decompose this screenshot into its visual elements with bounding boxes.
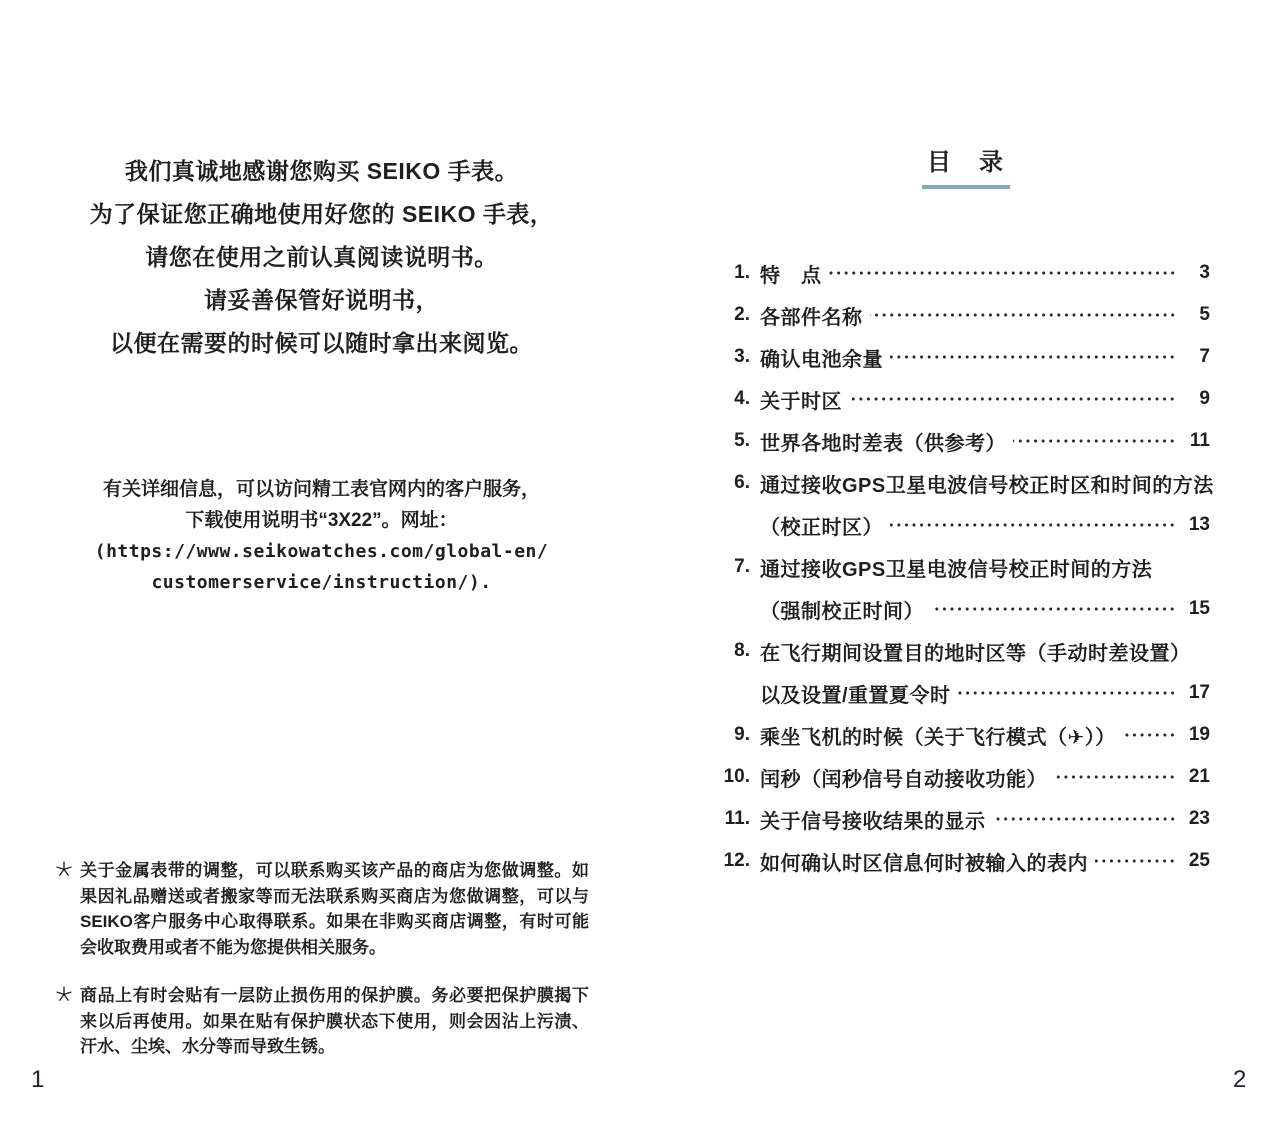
- toc-entry: [722, 294, 1210, 336]
- toc-page-number: 9: [1199, 388, 1210, 409]
- toc-page-number: 15: [1188, 598, 1210, 619]
- toc-dot-leader: [1013, 420, 1176, 462]
- toc-entry-label: 世界各地时差表（供参考）: [760, 432, 1006, 455]
- intro-line: 请妥善保管好说明书，: [204, 287, 439, 313]
- star-bullet-icon: [56, 986, 76, 1006]
- toc-dot-leader: [890, 336, 1176, 378]
- toc-entry-label: （校正时区）: [760, 516, 883, 539]
- toc-entry: [722, 462, 1214, 504]
- toc-page-number: 23: [1188, 808, 1210, 829]
- toc-page-number: 25: [1188, 850, 1210, 871]
- toc-dot-leader: [993, 798, 1177, 840]
- toc-dot-leader: [931, 588, 1176, 630]
- page-number-right: 2: [1233, 1066, 1247, 1093]
- toc-page-number: 21: [1188, 766, 1210, 787]
- toc-dot-leader: [1054, 756, 1176, 798]
- toc-entry-label: 特 点: [760, 264, 822, 287]
- toc-entry-number: 6.: [734, 472, 750, 493]
- intro-line: 请您在使用之前认真阅读说明书。: [145, 244, 498, 270]
- instruction-url-line: (https://www.seikowatches.com/global-en/: [94, 541, 549, 562]
- toc-entry-label: 通过接收GPS卫星电波信号校正时间的方法: [760, 558, 1153, 581]
- toc-title: 目 录: [922, 146, 1010, 189]
- toc-entry-label: 通过接收GPS卫星电波信号校正时区和时间的方法: [760, 474, 1214, 497]
- toc-entry-continuation: [722, 504, 1210, 546]
- toc-entry: [722, 714, 1210, 756]
- toc-entry: [722, 420, 1210, 462]
- toc-dot-leader: [1095, 840, 1176, 882]
- toc-page-number: 11: [1189, 430, 1210, 451]
- toc-entry-label: 在飞行期间设置目的地时区等（手动时差设置）: [760, 642, 1191, 665]
- toc-entry-number: 8.: [734, 640, 750, 661]
- intro-line: 为了保证您正确地使用好您的 SEIKO 手表，: [89, 201, 554, 227]
- instruction-url-line: customerservice/instruction/).: [151, 572, 492, 593]
- toc-entry-continuation: [722, 588, 1210, 630]
- toc-entry-number: 1.: [734, 262, 750, 283]
- toc-entry: [722, 756, 1210, 798]
- toc-entry-label: 乘坐飞机的时候（关于飞行模式（✈））: [760, 726, 1116, 749]
- toc-dot-leader: [1123, 714, 1176, 756]
- toc-entry-label: 闰秒（闰秒信号自动接收功能）: [760, 768, 1047, 791]
- toc-entry: [722, 336, 1210, 378]
- toc-dot-leader: [890, 504, 1176, 546]
- toc-entry-label: 关于信号接收结果的显示: [760, 810, 986, 833]
- toc-entry: [722, 546, 1210, 588]
- page-number-left: 1: [31, 1066, 45, 1093]
- toc-entry: [722, 840, 1210, 882]
- toc-entry-continuation: [722, 672, 1210, 714]
- toc-entry-label: 确认电池余量: [760, 348, 883, 371]
- note-protective-film: [56, 983, 589, 1060]
- toc-title-wrap: [722, 146, 1210, 189]
- toc-entry-label: 以及设置/重置夏令时: [760, 684, 951, 707]
- download-info-text: [0, 474, 643, 598]
- intro-text: [0, 150, 643, 365]
- toc-page-number: 19: [1188, 724, 1210, 745]
- toc-entry-label: 如何确认时区信息何时被输入的表内: [760, 852, 1088, 875]
- table-of-contents: [722, 252, 1214, 882]
- toc-entry-number: 4.: [734, 388, 750, 409]
- note-text: 关于金属表带的调整，可以联系购买该产品的商店为您做调整。如果因礼品赠送或者搬家等而无法联系购买商店为您做调整，可以与SEIKO客户服务中心取得联系。如果在非购买商店调整，有时可能会收取费用或者不能为您提供相关服务。: [80, 861, 589, 957]
- toc-entry-number: 10.: [723, 766, 750, 787]
- intro-line: 我们真诚地感谢您购买 SEIKO 手表。: [124, 158, 519, 184]
- info-line: 下载使用说明书“3X22”。网址：: [185, 510, 458, 531]
- toc-page-number: 5: [1199, 304, 1210, 325]
- note-text: 商品上有时会贴有一层防止损伤用的保护膜。务必要把保护膜揭下来以后再使用。如果在贴有保护膜状态下使用，则会因沾上污渍、汗水、尘埃、水分等而导致生锈。: [80, 986, 589, 1056]
- toc-entry-number: 12.: [723, 850, 750, 871]
- toc-entry-number: 2.: [734, 304, 750, 325]
- toc-entry-number: 11.: [724, 808, 750, 829]
- toc-entry: [722, 378, 1210, 420]
- toc-entry: [722, 798, 1210, 840]
- toc-entry-number: 7.: [734, 556, 750, 577]
- toc-dot-leader: [829, 252, 1177, 294]
- toc-entry-number: 5.: [734, 430, 750, 451]
- toc-dot-leader: [870, 294, 1177, 336]
- info-line: 有关详细信息，可以访问精工表官网内的客户服务，: [102, 479, 540, 500]
- toc-entry-label: 关于时区: [760, 390, 842, 413]
- toc-page-number: 7: [1199, 346, 1210, 367]
- intro-line: 以便在需要的时候可以随时拿出来阅览。: [110, 330, 533, 356]
- star-bullet-icon: [56, 861, 76, 881]
- toc-entry-label: （强制校正时间）: [760, 600, 924, 623]
- toc-entry: [722, 252, 1210, 294]
- toc-entry: [722, 630, 1210, 672]
- toc-entry-number: 9.: [734, 724, 750, 745]
- toc-entry-number: 3.: [734, 346, 750, 367]
- toc-dot-leader: [849, 378, 1176, 420]
- toc-page-number: 3: [1199, 262, 1210, 283]
- toc-dot-leader: [958, 672, 1176, 714]
- toc-entry-label: 各部件名称: [760, 306, 863, 329]
- note-metal-band: [56, 858, 589, 960]
- footnotes: [56, 858, 589, 1060]
- toc-page-number: 13: [1188, 514, 1210, 535]
- toc-page-number: 17: [1188, 682, 1210, 703]
